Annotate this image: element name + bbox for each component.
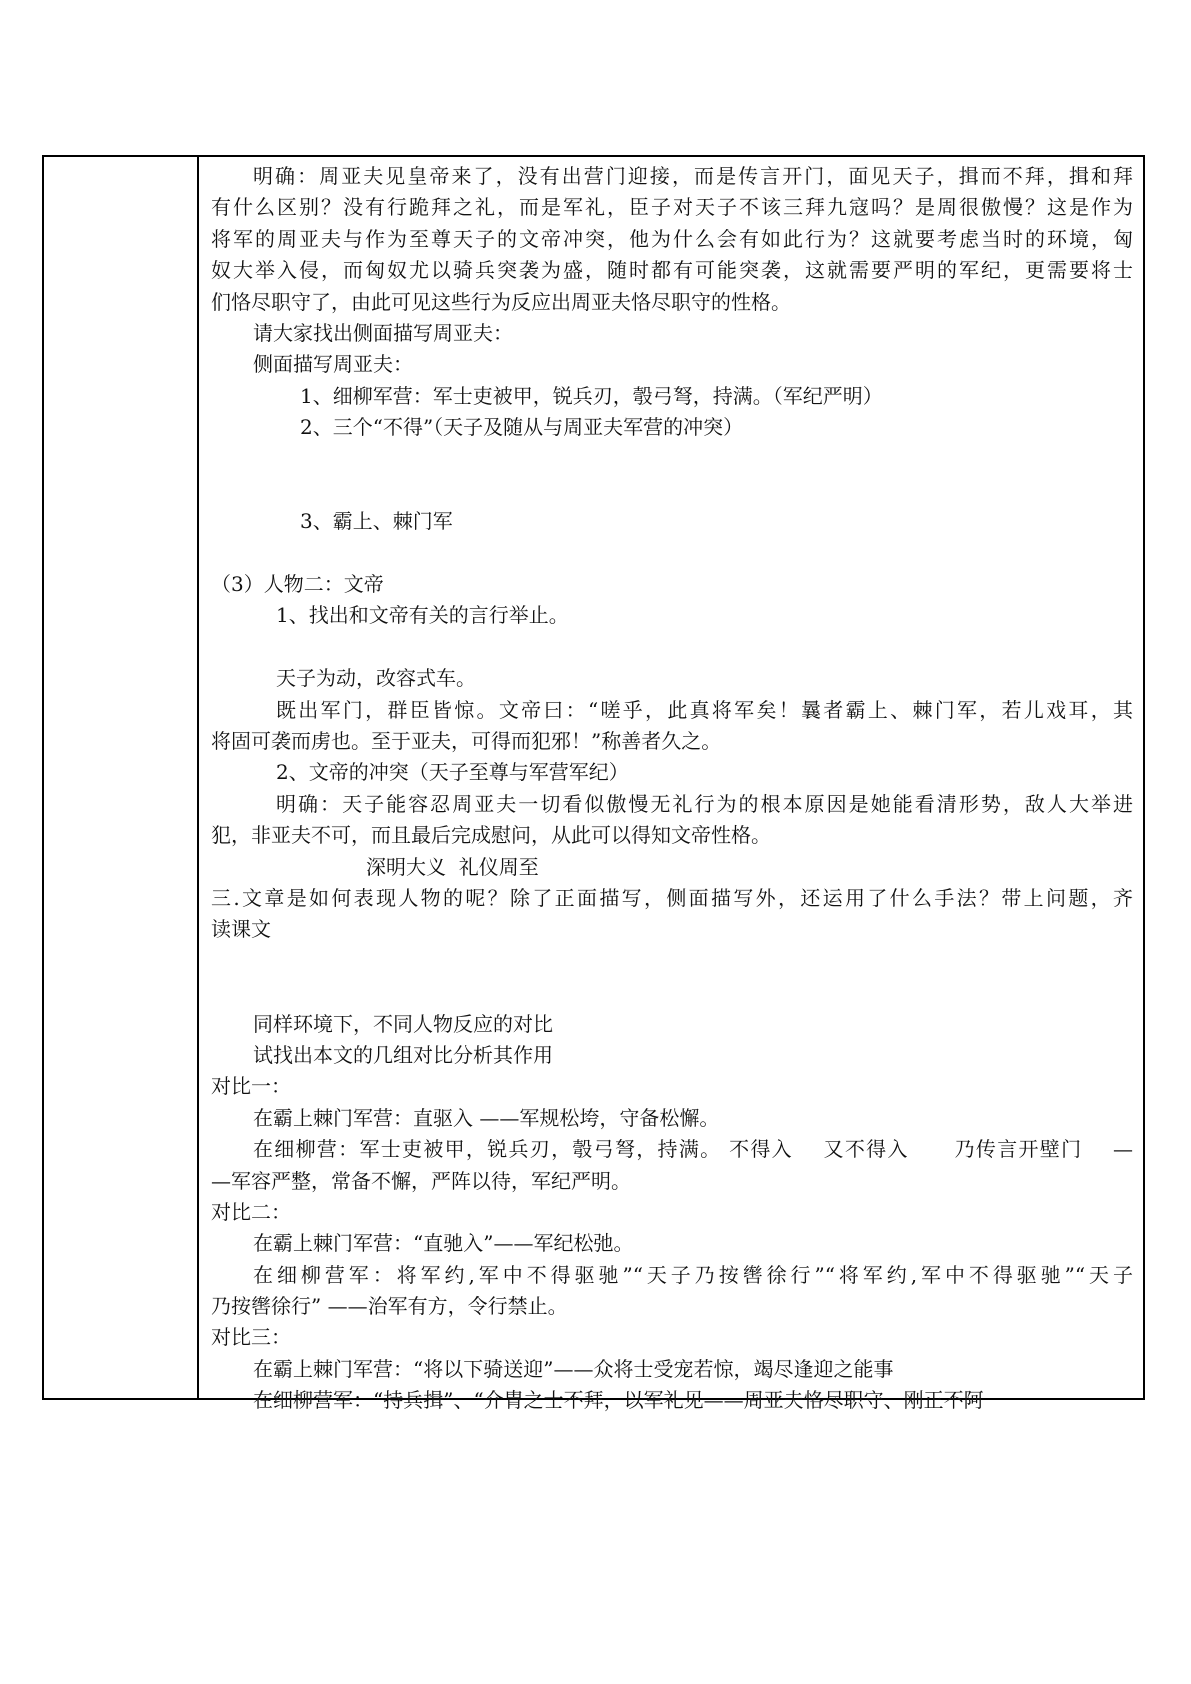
list-item: 1、找出和文帝有关的言行举止。 xyxy=(276,603,569,628)
paragraph-line: 奴大举入侵，而匈奴尤以骑兵突袭为盛，随时都有可能突袭，这就需要严明的军纪，更需要将士 xyxy=(211,258,1133,283)
subsection-heading: 对比一： xyxy=(211,1074,291,1099)
section-heading: 读课文 xyxy=(211,917,271,942)
list-item: 2、文帝的冲突（天子至尊与军营军纪） xyxy=(276,760,629,785)
text-line xyxy=(211,977,1133,1008)
list-item: 2、三个“不得”（天子及随从与周亚夫军营的冲突） xyxy=(300,415,744,440)
paragraph-line: 乃按辔徐行” ——治军有方，令行禁止。 xyxy=(211,1294,568,1319)
text-line: 侧面描写周亚夫： xyxy=(253,352,413,377)
subsection-heading: 对比三： xyxy=(211,1325,291,1350)
paragraph-line: 明确：天子能容忍周亚夫一切看似傲慢无礼行为的根本原因是她能看清形势，敌人大举进 xyxy=(276,791,1133,816)
section-heading: 三.文章是如何表现人物的呢？除了正面描写，侧面描写外，还运用了什么手法？带上问题，齐 xyxy=(211,885,1133,910)
text-line xyxy=(211,444,1133,475)
paragraph-line: 在细柳营：军士吏被甲，锐兵刃，彀弓弩，持满。 不得入 又不得入 乃传言开壁门 — xyxy=(253,1137,1133,1162)
paragraph-line: 将军的周亚夫与作为至尊天子的文帝冲突，他为什么会有如此行为？这就要考虑当时的环境，匈 xyxy=(211,226,1133,251)
paragraph-line: 在细柳营军：将军约,军中不得驱驰”“天子乃按辔徐行”“将军约,军中不得驱驰”“天子 xyxy=(253,1262,1133,1287)
section-heading: （3）人物二：文帝 xyxy=(211,572,384,597)
text-line: 深明大义 礼仪周至 xyxy=(366,854,539,879)
text-line: 在霸上棘门军营：“直驰入”——军纪松弛。 xyxy=(253,1231,634,1256)
paragraph-line: 有什么区别？没有行跪拜之礼，而是军礼，臣子对天子不该三拜九寇吗？是周很傲慢？这是作为 xyxy=(211,195,1133,220)
paragraph-line: 明确：周亚夫见皇帝来了，没有出营门迎接，而是传言开门，面见天子，揖而不拜，揖和拜 xyxy=(253,164,1133,188)
content-cell xyxy=(199,157,1143,1413)
text-line: 在细柳营军：“持兵揖”、“介胄之士不拜，以军礼见——周亚夫恪尽职守、刚正不阿 xyxy=(253,1388,984,1413)
lesson-table xyxy=(42,155,1145,1413)
text-line: 天子为动，改容式车。 xyxy=(276,666,476,691)
subsection-heading: 对比二： xyxy=(211,1199,291,1224)
list-item: 3、霸上、棘门军 xyxy=(300,509,453,534)
text-line: 请大家找出侧面描写周亚夫： xyxy=(253,320,513,345)
text-line xyxy=(211,946,1133,977)
paragraph-line: 将固可袭而虏也。至于亚夫，可得而犯邪！”称善者久之。 xyxy=(211,729,722,754)
paragraph-line: —军容严整，常备不懈，严阵以待，军纪严明。 xyxy=(211,1168,631,1193)
text-line xyxy=(211,538,1133,569)
paragraph-line: 既出军门，群臣皆惊。文帝曰：“嗟乎，此真将军矣！曩者霸上、棘门军，若儿戏耳，其 xyxy=(276,697,1133,722)
text-line: 同样环境下，不同人物反应的对比 xyxy=(253,1011,553,1036)
left-column-cell xyxy=(44,157,199,1398)
paragraph-line: 犯，非亚夫不可，而且最后完成慰问，从此可以得知文帝性格。 xyxy=(211,823,771,848)
text-line xyxy=(211,632,1133,663)
text-line: 试找出本文的几组对比分析其作用 xyxy=(253,1042,553,1067)
text-line: 在霸上棘门军营：“将以下骑送迎”——众将士受宠若惊，竭尽逢迎之能事 xyxy=(253,1356,894,1381)
text-line: 在霸上棘门军营：直驱入 ——军规松垮，守备松懈。 xyxy=(253,1105,720,1130)
list-item: 1、细柳军营：军士吏被甲，锐兵刃，彀弓弩，持满。（军纪严明） xyxy=(300,383,883,408)
paragraph-line: 们恪尽职守了，由此可见这些行为反应出周亚夫恪尽职守的性格。 xyxy=(211,289,791,314)
text-line xyxy=(211,475,1133,506)
